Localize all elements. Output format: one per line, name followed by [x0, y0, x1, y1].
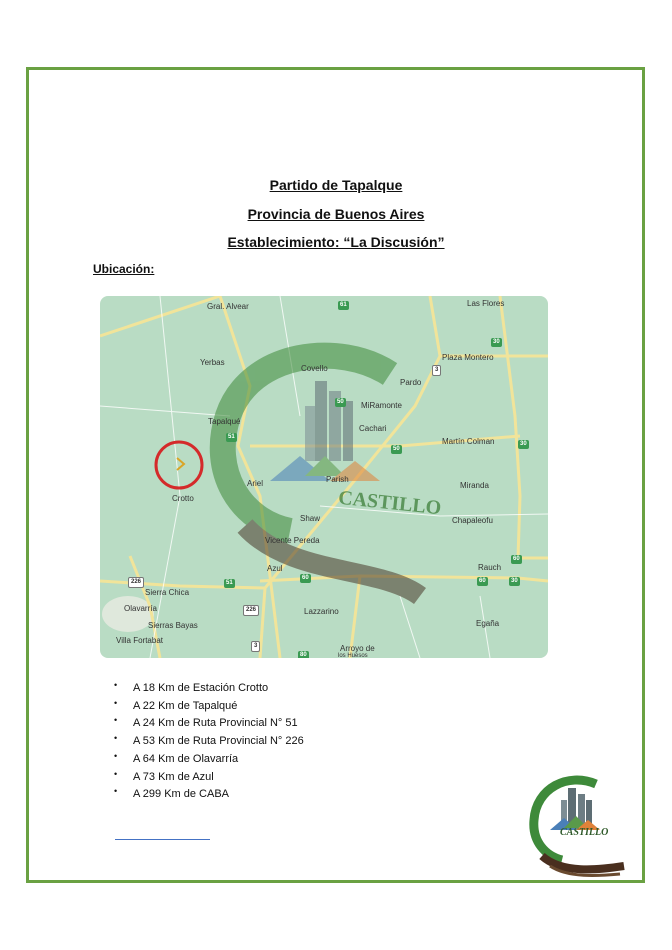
location-map: [100, 296, 548, 658]
place-label: Ariel: [247, 479, 264, 488]
route-shield: 80: [300, 652, 307, 658]
place-label: Rauch: [478, 563, 502, 572]
place-label: Gral. Alvear: [207, 302, 249, 311]
title-partido: Partido de Tapalque: [269, 177, 403, 193]
footer-divider: [115, 839, 210, 840]
list-item: • A 53 Km de Ruta Provincial N° 226: [114, 733, 304, 751]
title-provincia: Provincia de Buenos Aires: [247, 206, 425, 222]
list-item: • A 64 Km de Olavarría: [114, 751, 304, 769]
place-label: Sierras Bayas: [148, 621, 198, 630]
place-label: Covello: [301, 364, 328, 373]
place-label: MiRamonte: [361, 401, 402, 410]
place-label: Sierra Chica: [145, 588, 190, 597]
place-label: Martín Colman: [442, 437, 495, 446]
place-label: Pardo: [400, 378, 422, 387]
route-shield: 30: [511, 578, 518, 584]
list-item: • A 24 Km de Ruta Provincial N° 51: [114, 715, 304, 733]
castillo-logo-graphic: [528, 770, 634, 880]
place-label: Chapaleofu: [452, 516, 493, 525]
place-label: Tapalqué: [208, 417, 241, 426]
olavarria-area: [102, 596, 154, 632]
place-label: Yerbas: [200, 358, 225, 367]
list-item: • A 18 Km de Estación Crotto: [114, 680, 304, 698]
list-item: • A 73 Km de Azul: [114, 769, 304, 787]
distance-list: [114, 680, 304, 804]
route-shield: 51: [226, 580, 233, 586]
route-shield: 3: [432, 365, 441, 376]
place-label: Egaña: [476, 619, 500, 628]
place-label: Azul: [267, 564, 283, 573]
place-label: Parish: [326, 475, 349, 484]
route-shield: 3: [251, 641, 260, 652]
route-shield: 51: [228, 434, 235, 440]
route-shield: 60: [479, 578, 486, 584]
place-label: Olavarría: [124, 604, 157, 613]
place-label: Las Flores: [467, 299, 505, 308]
route-shield: 50: [393, 446, 400, 452]
title-establecimiento-suffix: ”: [437, 234, 445, 250]
route-shield: 60: [513, 556, 520, 562]
list-item: • A 299 Km de CABA: [114, 786, 304, 804]
place-label: Miranda: [460, 481, 489, 490]
title-establecimiento-prefix: Establecimiento: “La: [227, 234, 371, 250]
title-establecimiento: [0, 234, 672, 250]
place-label: Shaw: [300, 514, 321, 523]
route-shield: 61: [340, 302, 347, 308]
castillo-logo: [528, 770, 634, 880]
castillo-logo-text: CASTILLO: [560, 827, 609, 838]
place-label: Plaza Montero: [442, 353, 494, 362]
map-base: [100, 296, 548, 658]
route-shield: 60: [302, 575, 309, 581]
title-establecimiento-name: Discusión: [370, 234, 438, 250]
place-label: Crotto: [172, 494, 194, 503]
route-shield: 50: [337, 399, 344, 405]
place-label: Cachari: [359, 424, 387, 433]
route-shield: 30: [493, 339, 500, 345]
place-label: Villa Fortabat: [116, 636, 163, 645]
route-shield: 226: [128, 577, 144, 588]
watermark-text: CASTILLO: [337, 486, 443, 520]
location-label: Ubicación:: [93, 262, 155, 276]
place-label: Vicente Pereda: [265, 536, 320, 545]
place-label: Arroyo de: [340, 644, 375, 653]
place-label: los Huesos: [338, 653, 368, 658]
route-shield: 30: [520, 441, 527, 447]
route-shield: 226: [243, 605, 259, 616]
place-label: Lazzarino: [304, 607, 339, 616]
list-item: • A 22 Km de Tapalqué: [114, 698, 304, 716]
